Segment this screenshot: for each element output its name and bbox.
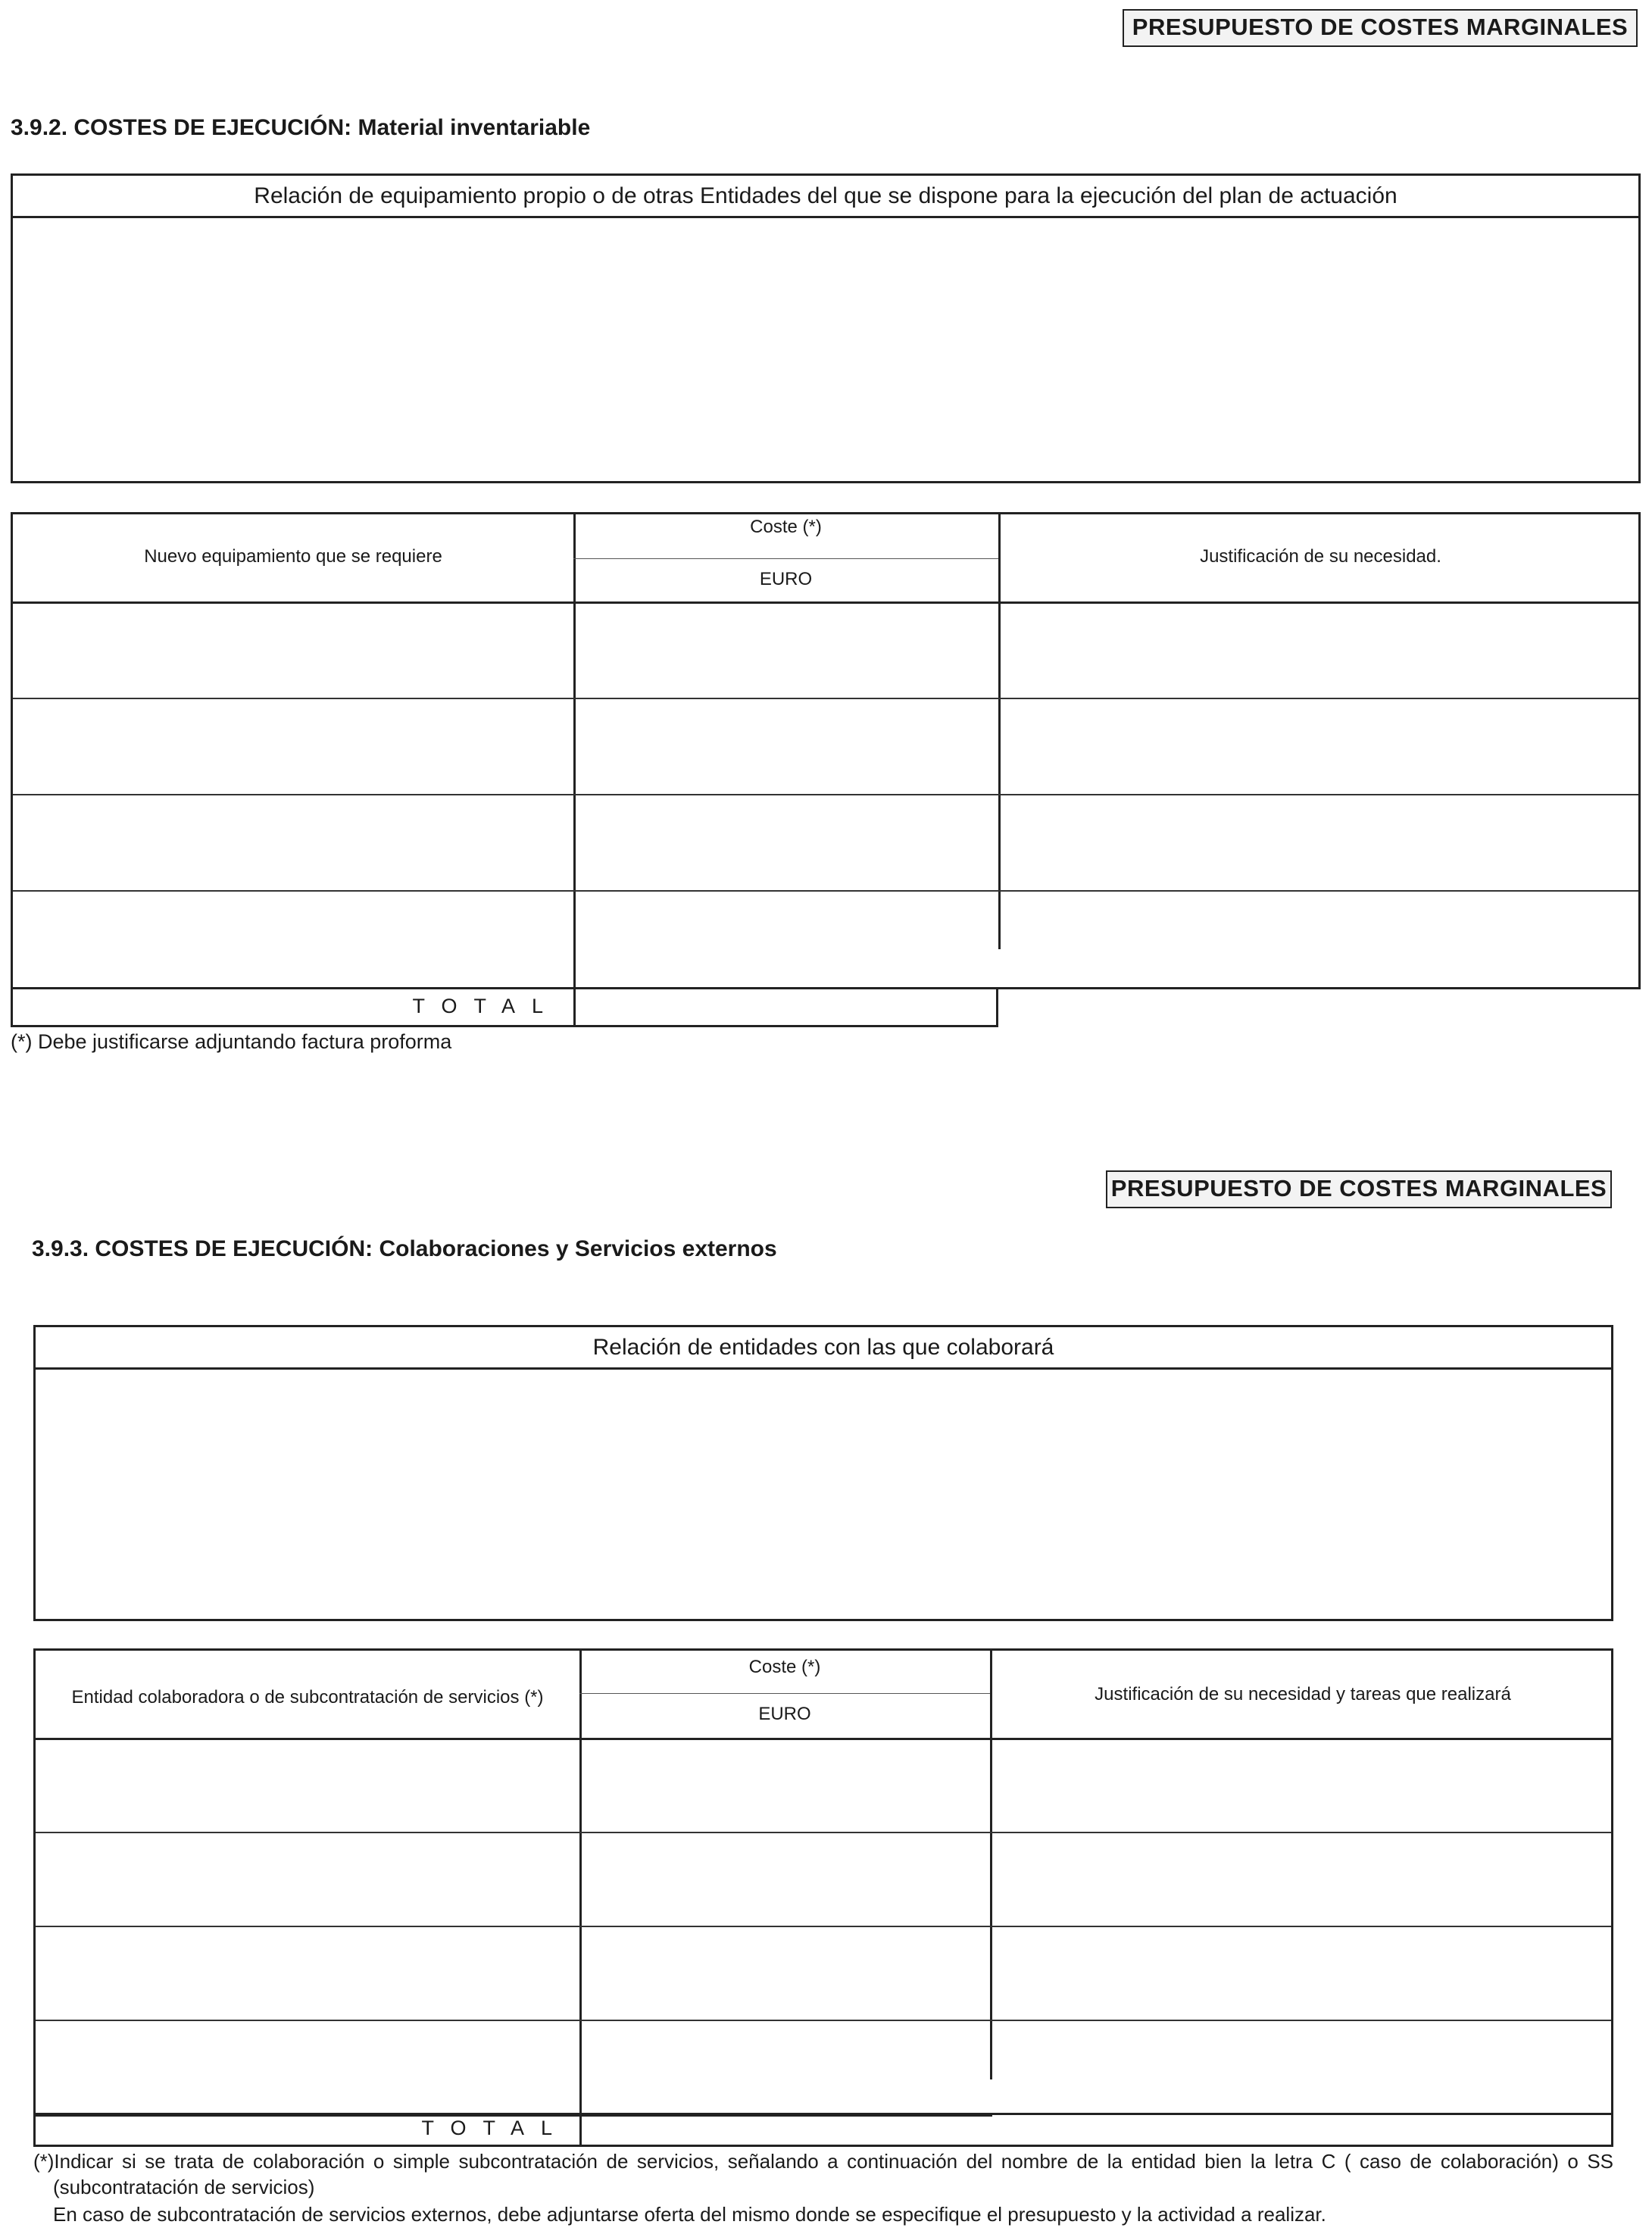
table-row[interactable] bbox=[13, 604, 1638, 698]
section-heading bbox=[11, 115, 590, 141]
equipment-relation-box bbox=[11, 173, 1641, 483]
table-row[interactable] bbox=[13, 700, 1638, 794]
total-label: TOTAL bbox=[412, 995, 560, 1017]
collaborators-relation-input[interactable] bbox=[36, 1370, 1611, 1619]
total-cost-input[interactable] bbox=[582, 2111, 1611, 2145]
total-cost-input[interactable] bbox=[576, 987, 996, 1025]
col-header-equipment: Nuevo equipamiento que se requiere bbox=[144, 546, 442, 567]
section-heading-number: 3.9.2. COSTES DE EJECUCIÓN: bbox=[11, 115, 352, 140]
table-row[interactable] bbox=[13, 892, 1638, 986]
collaborators-relation-title: Relación de entidades con las que colaborará bbox=[36, 1327, 1611, 1370]
section-heading-title: Material inventariable bbox=[358, 115, 591, 140]
equipment-relation-title: Relación de equipamiento propio o de otras Entidades del que se dispone para la ejecución del plan de actuación bbox=[13, 176, 1638, 218]
budget-badge: PRESUPUESTO DE COSTES MARGINALES bbox=[1123, 9, 1638, 47]
table-row[interactable] bbox=[36, 1740, 1611, 1832]
collaborators-table bbox=[33, 1648, 1613, 2115]
total-label: TOTAL bbox=[421, 2117, 569, 2139]
footnote-offer: En caso de subcontratación de servicios externos, debe adjuntarse oferta del mismo donde se especifique el presupuesto y la actividad a realizar. bbox=[53, 2203, 1326, 2226]
footnote: (*)Indicar si se trata de colaboración o simple subcontratación de servicios, señalando a continuación del nombre de la entidad bien la letra C ( caso de colaboración) o SS (subcontratación de servicios) bbox=[33, 2150, 1613, 2198]
equipment-table bbox=[11, 512, 1641, 989]
table-row[interactable] bbox=[13, 796, 1638, 890]
table-row[interactable] bbox=[36, 1928, 1611, 2020]
section-heading bbox=[32, 1236, 777, 1262]
footnote: (*) Debe justificarse adjuntando factura proforma bbox=[11, 1030, 452, 1053]
col-subheader-euro: EURO bbox=[758, 1704, 811, 1724]
col-subheader-euro: EURO bbox=[759, 569, 813, 589]
budget-badge: PRESUPUESTO DE COSTES MARGINALES bbox=[1106, 1170, 1612, 1208]
col-header-justification: Justificación de su necesidad. bbox=[1200, 546, 1441, 567]
equipment-total-row bbox=[11, 987, 998, 1027]
col-header-entity: Entidad colaboradora o de subcontratación de servicios (*) bbox=[71, 1687, 544, 1708]
section-heading-title: Colaboraciones y Servicios externos bbox=[379, 1236, 777, 1261]
table-row[interactable] bbox=[36, 1834, 1611, 1926]
collaborators-relation-box bbox=[33, 1325, 1613, 1621]
table-row[interactable] bbox=[36, 2022, 1611, 2114]
collaborators-total-row bbox=[33, 2111, 1613, 2147]
col-header-cost: Coste (*) bbox=[748, 1657, 821, 1677]
section-heading-number: 3.9.3. COSTES DE EJECUCIÓN: bbox=[32, 1236, 373, 1261]
col-header-justification-tasks: Justificación de su necesidad y tareas que realizará bbox=[1095, 1684, 1511, 1704]
equipment-relation-input[interactable] bbox=[13, 218, 1638, 481]
col-header-cost: Coste (*) bbox=[750, 517, 822, 537]
